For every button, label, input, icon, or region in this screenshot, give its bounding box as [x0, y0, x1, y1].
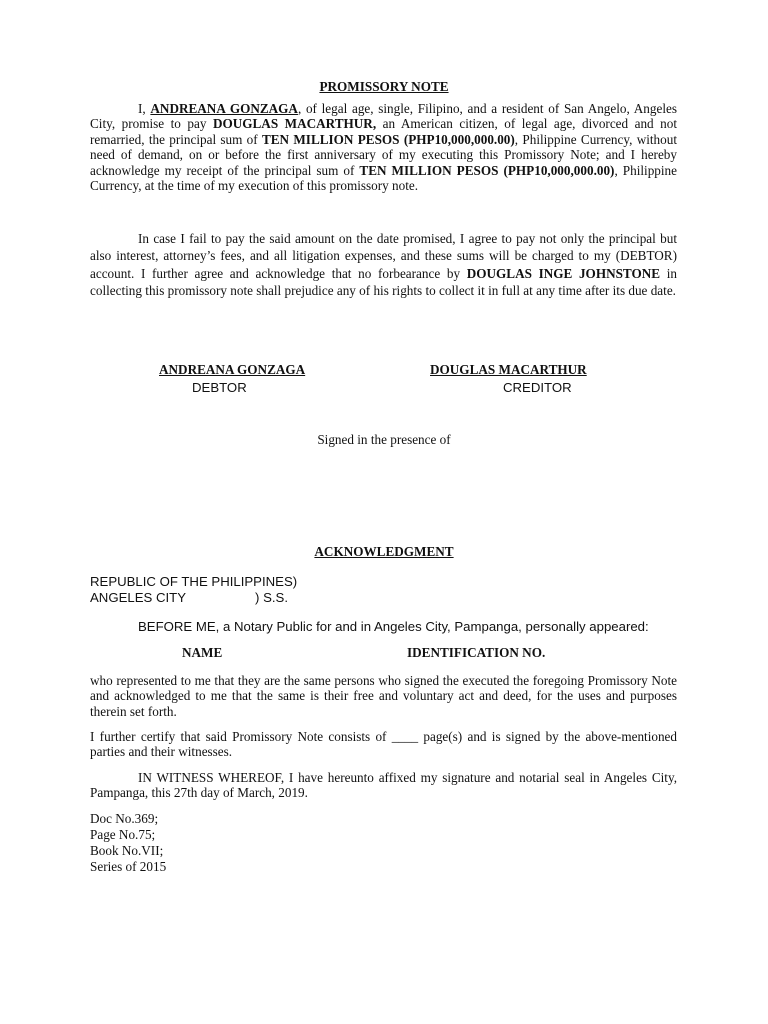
series-year: Series of 2015	[90, 859, 167, 874]
paragraph-promise	[90, 101, 677, 193]
amount-full: TEN MILLION PESOS (PHP10,000,000.00)	[359, 162, 615, 178]
venue-ss: ) S.S.	[255, 590, 288, 605]
text-run: , Philippine Currency, without need of demand, on or before the first anniversary of my executing this Promissory Note; and I hereby acknowledge my receipt of the principal sum of	[90, 131, 677, 178]
creditor-signature-name: DOUGLAS MACARTHUR	[430, 362, 587, 377]
paragraph-represented: who represented to me that they are the same persons who signed the executed the foregoing Promissory Note and acknowledged to me that the same is their free and voluntary act and deed, for the uses and purposes therein set forth.	[90, 673, 677, 719]
page-number: Page No.75;	[90, 827, 156, 842]
creditor-label: CREDITOR	[503, 380, 572, 395]
text-run: an American citizen, of legal age, divorced and not remarried, the principal sum of	[90, 116, 678, 147]
forbearance-name: DOUGLAS INGE JOHNSTONE	[466, 265, 661, 281]
paragraph-certify: I further certify that said Promissory Note consists of ____ page(s) and is signed by the above-mentioned parties and their witnesses.	[90, 729, 677, 760]
column-header-name: NAME	[182, 645, 223, 660]
acknowledgment-title: ACKNOWLEDGMENT	[314, 544, 454, 559]
before-me-text: BEFORE ME, a Notary Public for and in Angeles City, Pampanga, personally appeared:	[138, 619, 649, 634]
text-run: I,	[138, 101, 151, 116]
column-header-identification: IDENTIFICATION NO.	[407, 645, 546, 660]
page-title: PROMISSORY NOTE	[319, 79, 449, 94]
text-run: in collecting this promissory note shall prejudice any of his rights to collect it in full at any time after its due date.	[90, 265, 677, 299]
venue-line-city	[90, 590, 288, 605]
paragraph-witness: IN WITNESS WHEREOF, I have hereunto affixed my signature and notarial seal in Angeles City, Pampanga, this 27th day of March, 2019.	[90, 770, 677, 801]
amount-words: TEN MILLION PESOS	[261, 131, 400, 147]
text-run: , of legal age, single, Filipino, and a resident of San Angelo, Angeles City, promise to pay	[90, 101, 677, 132]
venue-city: ANGELES CITY	[90, 590, 187, 605]
book-number: Book No.VII;	[90, 843, 164, 858]
text-run: , Philippine Currency, at the time of my execution of this promissory note.	[90, 162, 677, 194]
paragraph-default	[90, 230, 677, 300]
text-run: In case I fail to pay the said amount on the date promised, I agree to pay not only the principal but also interest, attorney’s fees, and all litigation expenses, and these sums will be charged to my (DEBTOR) account. I further agree and acknowledge that no forbearance by	[90, 231, 677, 281]
signed-presence-text: Signed in the presence of	[317, 432, 451, 447]
amount-figures: (PHP10,000,000.00)	[403, 131, 515, 147]
doc-number: Doc No.369;	[90, 811, 159, 826]
creditor-name: DOUGLAS MACARTHUR,	[212, 116, 377, 132]
debtor-signature-name: ANDREANA GONZAGA	[159, 362, 306, 377]
debtor-label: DEBTOR	[192, 380, 247, 395]
venue-line-republic: REPUBLIC OF THE PHILIPPINES)	[90, 574, 298, 589]
debtor-name: ANDREANA GONZAGA	[150, 101, 298, 116]
